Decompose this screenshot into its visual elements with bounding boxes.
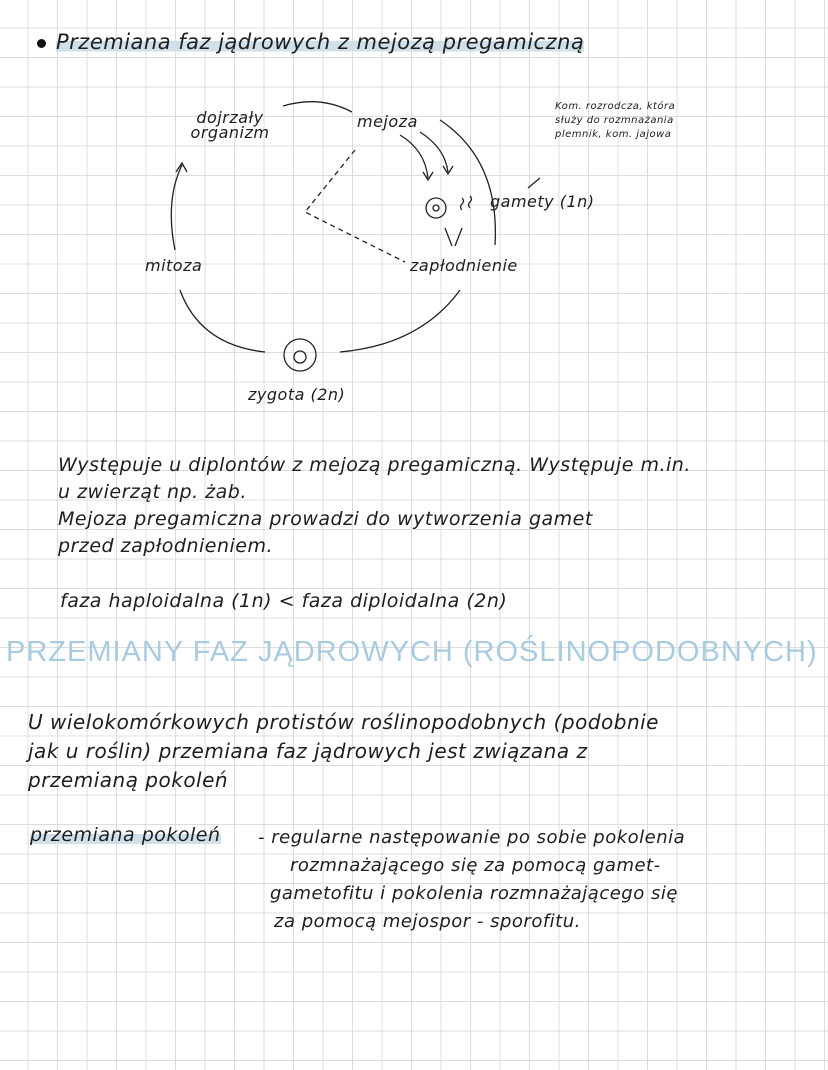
label-meiosis: mejoza bbox=[357, 112, 418, 131]
term-text: przemiana pokoleń bbox=[30, 824, 221, 846]
text-line: przemianą pokoleń bbox=[28, 768, 229, 792]
arc-right-bottom bbox=[340, 290, 460, 352]
definition-term bbox=[30, 824, 221, 846]
text-line: - regularne następowanie po sobie pokolenia bbox=[258, 827, 686, 848]
definition-body bbox=[258, 824, 685, 936]
text-line: U wielokomórkowych protistów roślinopodobnych (podobnie bbox=[28, 710, 659, 734]
text-line: za pomocą mejospor - sporofitu. bbox=[274, 911, 581, 932]
sperm-icon bbox=[461, 196, 472, 210]
meiosis-arrow-2 bbox=[420, 132, 453, 174]
text-line: rozmnażającego się za pomocą gamet- bbox=[290, 855, 661, 876]
meiosis-arrow-1 bbox=[400, 135, 433, 180]
text-line: Mejoza pregamiczna prowadzi do wytworzenia gamet bbox=[58, 508, 593, 530]
egg-cell-icon bbox=[426, 198, 446, 218]
title-text: Przemiana faz jądrowych z mejozą pregamiczną bbox=[56, 30, 585, 54]
text-line: Występuje u diplontów z mejozą pregamiczną. Występuje m.in. bbox=[58, 454, 691, 476]
text-line: u zwierząt np. żab. bbox=[58, 481, 247, 503]
label-zygote: zygota (2n) bbox=[248, 385, 346, 404]
phase-comparison: faza haploidalna (1n) < faza diploidalna (2n) bbox=[60, 590, 508, 612]
paragraph-diplonts bbox=[58, 452, 691, 560]
paragraph-protists bbox=[28, 708, 659, 795]
zygote-icon bbox=[284, 339, 316, 371]
arc-left-bottom bbox=[180, 290, 265, 352]
label-mitosis: mitoza bbox=[145, 256, 203, 275]
text-line: przed zapłodnieniem. bbox=[58, 535, 274, 557]
text-line: jak u roślin) przemiana faz jądrowych jest związana z bbox=[28, 739, 588, 763]
arc-top bbox=[283, 102, 352, 112]
gamete-note: Kom. rozrodcza, która służy do rozmnażania plemnik, kom. jajowa bbox=[555, 101, 676, 140]
dashed-line bbox=[305, 150, 405, 262]
arc-right bbox=[440, 120, 495, 245]
text-line: gametofitu i pokolenia rozmnażającego się bbox=[270, 883, 678, 904]
label-fertilization: zapłodnienie bbox=[410, 256, 518, 275]
fertilization-lines bbox=[445, 228, 462, 246]
label-gametes: gamety (1n) bbox=[490, 192, 595, 211]
note-pointer bbox=[528, 178, 540, 188]
section-heading: PRZEMIANY FAZ JĄDROWYCH (ROŚLINOPODOBNYCH) bbox=[6, 636, 818, 668]
label-mature-organism: dojrzały organizm bbox=[190, 108, 270, 142]
arc-left-top bbox=[171, 165, 182, 250]
